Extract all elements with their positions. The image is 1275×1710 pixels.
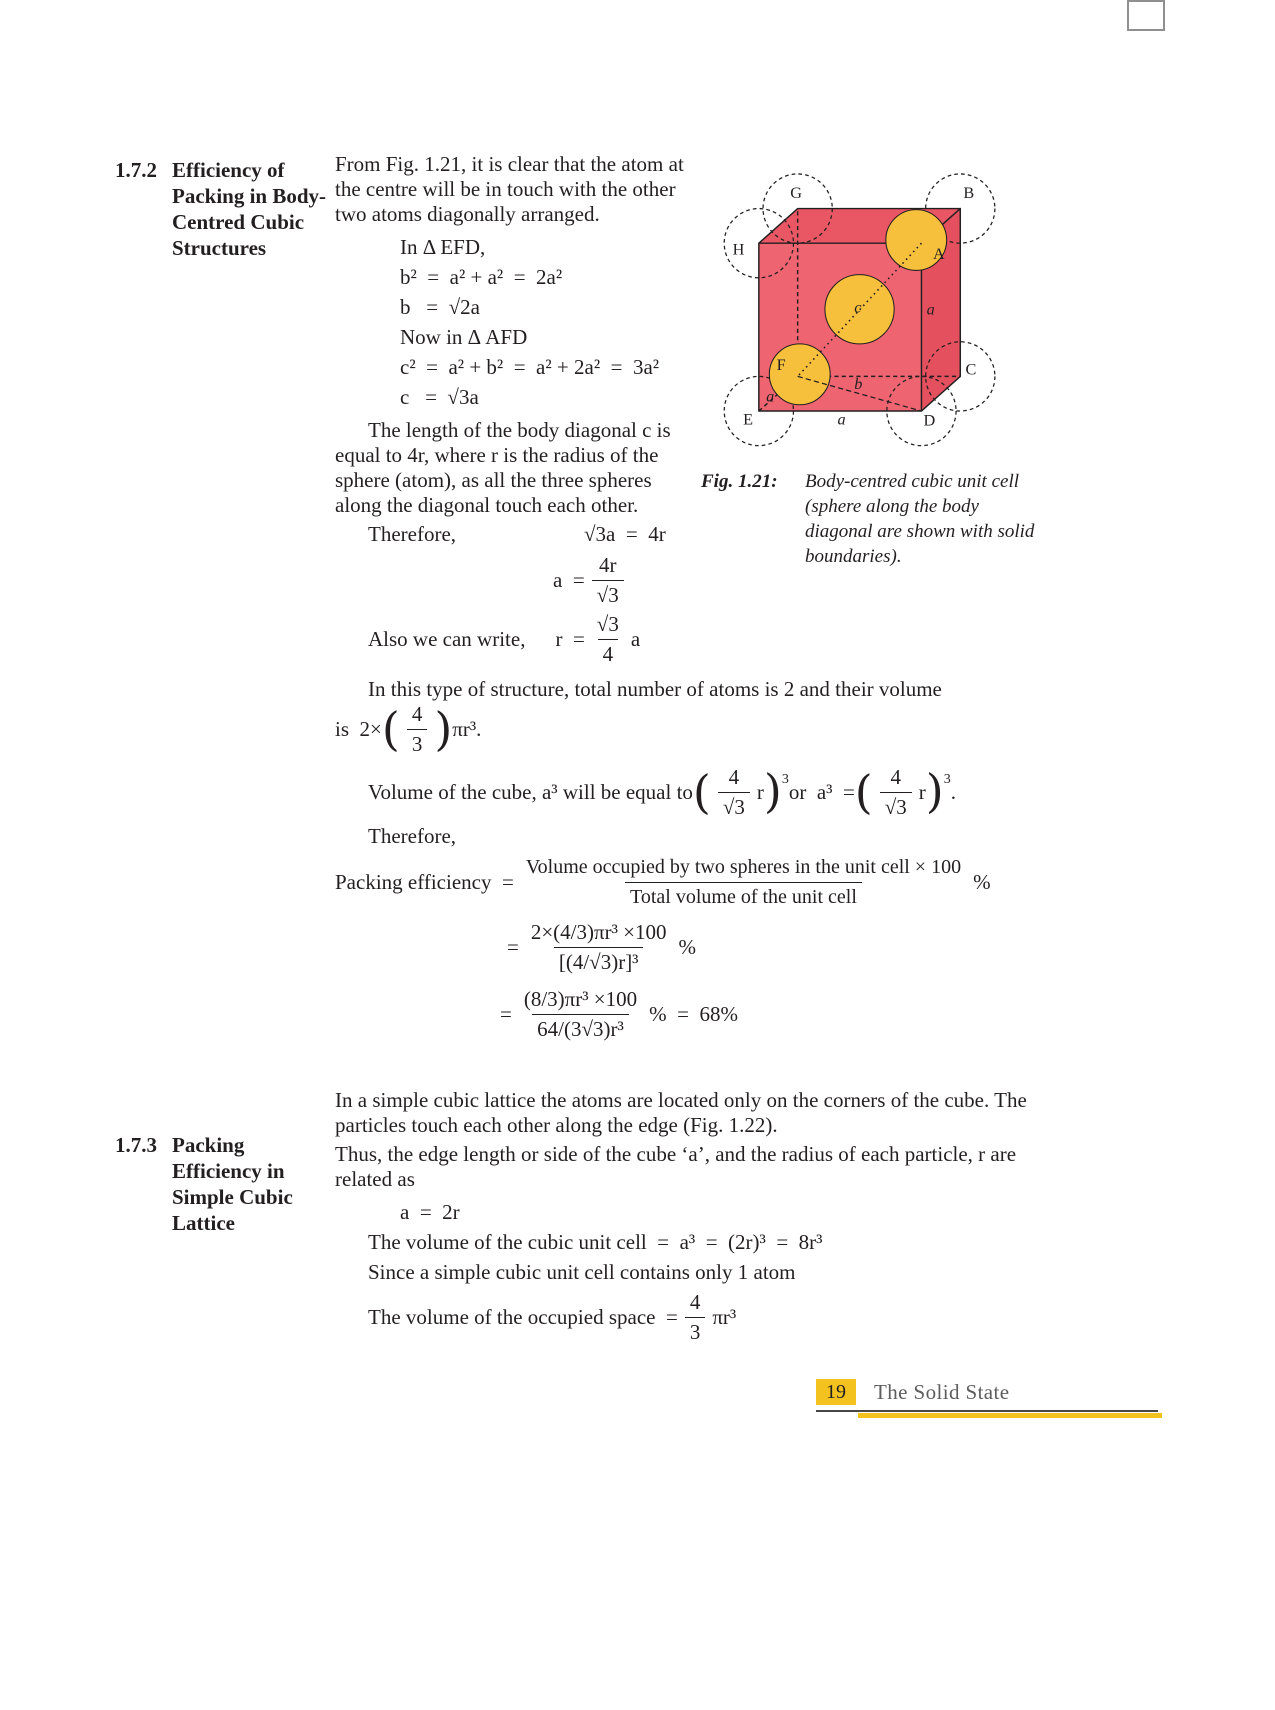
eq-or: or a³ = <box>788 780 855 804</box>
label-C: C <box>965 360 977 379</box>
section-title: Packing Efficiency in Simple Cubic Lattice <box>172 1133 293 1235</box>
fraction-4r-sqrt3 <box>592 553 624 608</box>
percent-sign: % <box>678 935 696 959</box>
therefore-label: Therefore, <box>368 522 457 546</box>
also-write-label: Also we can write, <box>368 627 526 651</box>
eq-afd-2: c = √3a <box>400 385 479 409</box>
page-footer <box>816 1379 1158 1412</box>
label-D: D <box>923 411 936 430</box>
label-a-bottom: a <box>837 410 846 429</box>
equation-step-3 <box>500 987 1037 1042</box>
fraction-numerator: (8/3)πr³ ×100 <box>523 987 638 1011</box>
fraction-step-2 <box>526 920 672 975</box>
main-text-column <box>335 152 1037 1345</box>
eq-efd-1: b² = a² + a² = 2a² <box>400 265 563 289</box>
section-number: 1.7.3 <box>115 1133 157 1157</box>
fraction-denominator: √3 <box>592 580 624 608</box>
equation-occupied-space <box>368 1290 1037 1345</box>
close-paren: ) <box>434 702 453 757</box>
footer-accent-bar <box>858 1413 1162 1418</box>
fraction-step-3 <box>519 987 642 1042</box>
fraction-4-3 <box>407 702 428 757</box>
eq-pi-r3: πr³ <box>712 1305 737 1329</box>
fraction-4-3 <box>685 1290 706 1345</box>
paragraph-simple-cubic-2: Thus, the edge length or side of the cube ‘a’, and the radius of each particle, r are related as <box>335 1142 1017 1191</box>
fraction-numerator: 4r <box>598 553 617 577</box>
eq-a-lhs: a = <box>553 568 585 592</box>
result-68-percent: % = 68% <box>649 1002 738 1026</box>
fraction-sqrt3-4 <box>592 612 624 667</box>
eq-is: is 2× <box>335 717 382 741</box>
eq-efd-intro: In Δ EFD, <box>400 235 486 259</box>
fraction-numerator: 4 <box>890 765 902 789</box>
open-paren: ( <box>854 765 873 820</box>
fraction-denominator: Total volume of the unit cell <box>625 882 862 910</box>
eq-r-rhs: a <box>630 627 641 651</box>
close-paren-cubed: )$^3$ <box>763 763 789 818</box>
figure-caption-text: Body-centred cubic unit cell (sphere along the body diagonal are shown with solid boundaries). <box>805 471 1035 567</box>
figure-caption <box>701 469 1037 569</box>
fraction-numerator: 4 <box>728 765 740 789</box>
fraction-denominator: 4 <box>598 639 619 667</box>
equation-step-2 <box>507 920 1037 975</box>
equals-sign: = <box>500 1002 512 1026</box>
label-a-left: a <box>766 387 775 406</box>
paragraph-body-diagonal: The length of the body diagonal c is equal to 4r, where r is the radius of the sphere (atom), as all the three spheres along the diagonal touch each other. <box>335 418 671 517</box>
equals-sign: = <box>507 935 519 959</box>
equation-a-equals <box>553 553 685 608</box>
fraction-denominator: √3 <box>880 792 912 820</box>
page-number: 19 <box>816 1379 856 1405</box>
equation-r-equals <box>368 612 1037 667</box>
fraction-4-sqrt3 <box>880 765 912 820</box>
eq-sqrt3a: √3a = 4r <box>584 522 666 546</box>
eq-pi-r3: πr³. <box>452 717 482 741</box>
paragraph-atoms-count: In this type of structure, total number of atoms is 2 and their volume <box>368 677 942 701</box>
label-b: b <box>854 375 863 394</box>
open-paren: ( <box>692 765 711 820</box>
line-one-atom: Since a simple cubic unit cell contains only 1 atom <box>368 1260 796 1284</box>
label-c: c <box>854 298 862 317</box>
label-A: A <box>932 244 945 263</box>
therefore-label-2: Therefore, <box>368 824 457 848</box>
paragraph-simple-cubic-1: In a simple cubic lattice the atoms are located only on the corners of the cube. The particles touch each other along the edge (Fig. 1.22). <box>335 1088 1027 1137</box>
exponent: 3 <box>781 771 789 787</box>
paragraph-intro: From Fig. 1.21, it is clear that the atom at the centre will be in touch with the other two atoms diagonally arranged. <box>335 152 684 226</box>
fraction-numerator: Volume occupied by two spheres in the unit cell × 100 <box>525 856 962 878</box>
fraction-numerator: 4 <box>689 1290 701 1314</box>
equation-total-volume <box>335 702 1037 757</box>
eq-afd-1: c² = a² + b² = a² + 2a² = 3a² <box>400 355 660 379</box>
open-paren: ( <box>381 702 400 757</box>
label-a-right: a <box>926 300 935 319</box>
fraction-numerator: 2×(4/3)πr³ ×100 <box>530 920 667 944</box>
figure-1-21 <box>701 154 1037 569</box>
close-paren-cubed: )$^3$ <box>925 763 951 818</box>
section-title: Efficiency of Packing in Body-Centred Cubic Structures <box>172 158 327 260</box>
bcc-unit-cell-diagram <box>701 154 1037 453</box>
section-heading-1-7-3 <box>115 1132 330 1236</box>
percent-sign: % <box>973 870 991 894</box>
fraction-denominator: [(4/√3)r]³ <box>554 947 644 975</box>
section-spacer <box>335 1058 1037 1088</box>
label-G: G <box>790 184 803 203</box>
occupied-space-label: The volume of the occupied space = <box>368 1305 678 1329</box>
fraction-numerator: 4 <box>411 702 423 726</box>
eq-r-lhs: r = <box>555 627 585 651</box>
eq-r: r <box>756 780 764 804</box>
fraction-4-sqrt3 <box>718 765 750 820</box>
label-B: B <box>963 184 975 203</box>
eq-r: r <box>918 780 926 804</box>
page-corner-box <box>1127 0 1165 31</box>
section-number: 1.7.2 <box>115 158 157 182</box>
fraction-denominator: 64/(3√3)r³ <box>532 1014 629 1042</box>
fraction-denominator: 3 <box>685 1317 706 1345</box>
equation-cubic-volume: The volume of the cubic unit cell = a³ = (2r)³ = 8r³ <box>368 1230 823 1254</box>
equation-packing-efficiency <box>335 855 1037 910</box>
equation-a-2r: a = 2r <box>400 1200 460 1224</box>
period: . <box>950 780 956 804</box>
packing-efficiency-label: Packing efficiency = <box>335 870 514 894</box>
equation-volume-of-cube <box>368 765 1037 820</box>
fraction-denominator: 3 <box>407 729 428 757</box>
fraction-packing-efficiency <box>521 855 966 910</box>
eq-afd-intro: Now in Δ AFD <box>400 325 528 349</box>
section-heading-1-7-2 <box>115 157 330 261</box>
label-F: F <box>776 356 786 375</box>
exponent: 3 <box>943 771 951 787</box>
label-H: H <box>732 240 745 259</box>
equation-therefore <box>335 522 685 547</box>
fraction-numerator: √3 <box>596 612 619 636</box>
volume-cube-text: Volume of the cube, a³ will be equal to <box>368 780 693 804</box>
figure-caption-label: Fig. 1.21: <box>701 471 778 492</box>
label-E: E <box>743 410 754 429</box>
eq-efd-2: b = √2a <box>400 295 480 319</box>
book-title: The Solid State <box>874 1379 1010 1404</box>
fraction-denominator: √3 <box>718 792 750 820</box>
